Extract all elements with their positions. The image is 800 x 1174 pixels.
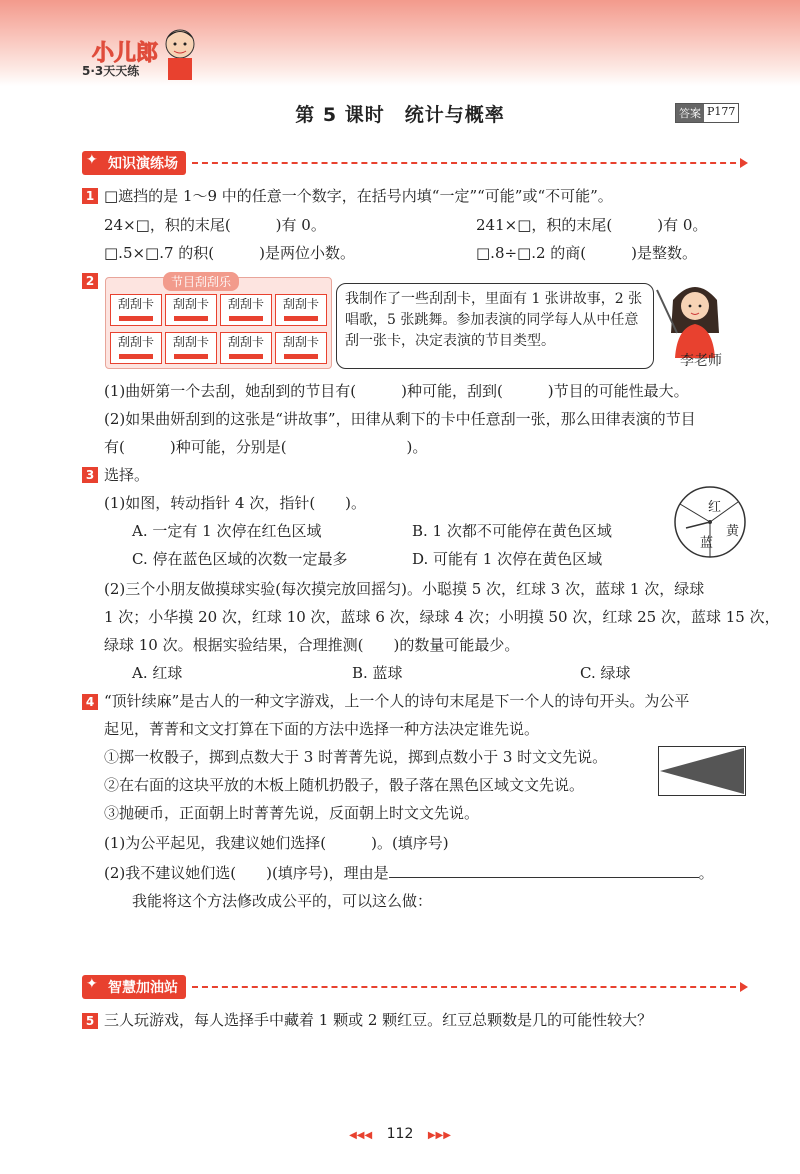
section-title-2: ✦ 智慧加油站 [82, 975, 186, 999]
scratch-card [220, 294, 272, 326]
q3-option-a: A. 一定有 1 次停在红色区域 [132, 522, 322, 540]
brand-logo: 小儿郎 [92, 41, 159, 66]
q4-part3: 我能将这个方法修改成公平的，可以这么做： [132, 892, 433, 910]
scratch-card-label: 刮刮卡 [282, 335, 319, 349]
question-number-4: 4 [82, 694, 98, 710]
q3-part2a: (2)三个小朋友做摸球实验(每次摸完放回摇匀)。小聪摸 5 次，红球 3 次，蓝球 1 次，绿球 [104, 580, 705, 598]
q1-stem: □遮挡的是 1～9 中的任意一个数字，在括号内填“一定”“可能”或“不可能”。 [104, 187, 613, 205]
q4-method2: ②在右面的这块平放的木板上随机扔骰子，骰子落在黑色区域文文先说。 [104, 776, 585, 794]
q3-stem: 选择。 [104, 466, 150, 484]
scratch-area [284, 354, 318, 359]
scratch-card [275, 294, 327, 326]
q2-part2b: 有( )种可能，分别是( )。 [104, 438, 428, 456]
star-icon: ✦ [86, 976, 98, 992]
q3-choice-c: C. 绿球 [580, 664, 631, 682]
scratch-card-label: 刮刮卡 [117, 297, 154, 311]
answer-label: 答案 [676, 104, 704, 122]
scratch-card-label: 刮刮卡 [172, 335, 209, 349]
q3-part2b: 1 次；小华摸 20 次，红球 10 次，蓝球 6 次，绿球 4 次；小明摸 50 次，红球 25 次，蓝球 15 次， [104, 608, 780, 626]
q3-choice-b: B. 蓝球 [352, 664, 403, 682]
scratch-card-banner: 节目刮刮乐 [163, 272, 239, 291]
scratch-card [110, 294, 162, 326]
teacher-name: 李老师 [680, 353, 722, 369]
spinner-blue-label: 蓝 [700, 536, 714, 551]
q3-option-c: C. 停在蓝色区域的次数一定最多 [132, 550, 348, 568]
spinner-yellow-label: 黄 [726, 524, 740, 539]
q4-part1: (1)为公平起见，我建议她们选择( )。(填序号) [104, 834, 449, 852]
q1-item-a: 24×□，积的末尾( )有 0。 [104, 216, 326, 234]
page-footer [0, 1126, 800, 1142]
answer-blank[interactable] [389, 877, 699, 878]
q2-part1: (1)曲妍第一个去刮，她刮到的节目有( )种可能，刮到( )节目的可能性最大。 [104, 382, 689, 400]
teacher-speech-bubble: 我制作了一些刮刮卡，里面有 1 张讲故事，2 张唱歌，5 张跳舞。参加表演的同学每人从中任意刮一张卡，决定表演的节目类型。 [336, 283, 654, 369]
next-arrows-icon: ▶▶▶ [427, 1130, 451, 1141]
question-number-2: 2 [82, 273, 98, 289]
page-title: 第 5 课时 统计与概率 [295, 104, 505, 126]
q4-method1: ①掷一枚骰子，掷到点数大于 3 时菁菁先说，掷到点数小于 3 时文文先说。 [104, 748, 608, 766]
answer-ref [675, 103, 739, 123]
scratch-area [119, 316, 153, 321]
question-number-5: 5 [82, 1013, 98, 1029]
q3-option-d: D. 可能有 1 次停在黄色区域 [412, 550, 603, 568]
section-divider [192, 162, 746, 164]
q4-method3: ③抛硬币，正面朝上时菁菁先说，反面朝上时文文先说。 [104, 804, 480, 822]
question-number-3: 3 [82, 467, 98, 483]
q3-choice-a: A. 红球 [132, 664, 183, 682]
scratch-area [174, 354, 208, 359]
q1-item-c: □.5×□.7 的积( )是两位小数。 [104, 244, 356, 262]
question-number-1: 1 [82, 188, 98, 204]
mascot-icon [160, 26, 200, 82]
brand-series: 5·3天天练 [82, 64, 140, 78]
prev-arrows-icon: ◀◀◀ [349, 1130, 373, 1141]
q3-option-b: B. 1 次都不可能停在黄色区域 [412, 522, 612, 540]
q1-item-d: □.8÷□.2 的商( )是整数。 [476, 244, 698, 262]
scratch-area [119, 354, 153, 359]
q5-text: 三人玩游戏，每人选择手中藏着 1 颗或 2 颗红豆。红豆总颗数是几的可能性较大？ [104, 1011, 653, 1029]
section-bar-2 [82, 976, 746, 998]
q3-part2c: 绿球 10 次。根据实验结果，合理推测( )的数量可能最少。 [104, 636, 520, 654]
board-diagram [658, 746, 746, 796]
section-title-1: ✦ 知识演练场 [82, 151, 186, 175]
page-number: 112 [386, 1126, 414, 1142]
spinner-red-label: 红 [708, 500, 722, 515]
q2-part2a: (2)如果曲妍刮到的这张是“讲故事”，田律从剩下的卡中任意刮一张，那么田律表演的节目 [104, 410, 696, 428]
scratch-card-label: 刮刮卡 [227, 335, 264, 349]
scratch-cards [110, 294, 330, 364]
scratch-card-label: 刮刮卡 [172, 297, 209, 311]
section-bar-1 [82, 152, 746, 174]
scratch-card-label: 刮刮卡 [117, 335, 154, 349]
scratch-card-label: 刮刮卡 [227, 297, 264, 311]
scratch-card [165, 332, 217, 364]
scratch-card [165, 294, 217, 326]
scratch-area [229, 316, 263, 321]
star-icon: ✦ [86, 152, 98, 168]
scratch-card [220, 332, 272, 364]
q4-line1: “顶针续麻”是古人的一种文字游戏，上一个人的诗句末尾是下一个人的诗句开头。为公平 [104, 692, 690, 710]
answer-page: P177 [707, 105, 736, 118]
scratch-card [110, 332, 162, 364]
section-divider [192, 986, 746, 988]
scratch-card-label: 刮刮卡 [282, 297, 319, 311]
q3-part1: (1)如图，转动指针 4 次，指针( )。 [104, 494, 367, 512]
scratch-card [275, 332, 327, 364]
q4-line2: 起见，菁菁和文文打算在下面的方法中选择一种方法决定谁先说。 [104, 720, 540, 738]
scratch-area [174, 316, 208, 321]
scratch-area [284, 316, 318, 321]
q4-part2: (2)我不建议她们选( )(填序号)，理由是 。 [104, 864, 714, 882]
q1-item-b: 241×□，积的末尾( )有 0。 [476, 216, 708, 234]
scratch-area [229, 354, 263, 359]
